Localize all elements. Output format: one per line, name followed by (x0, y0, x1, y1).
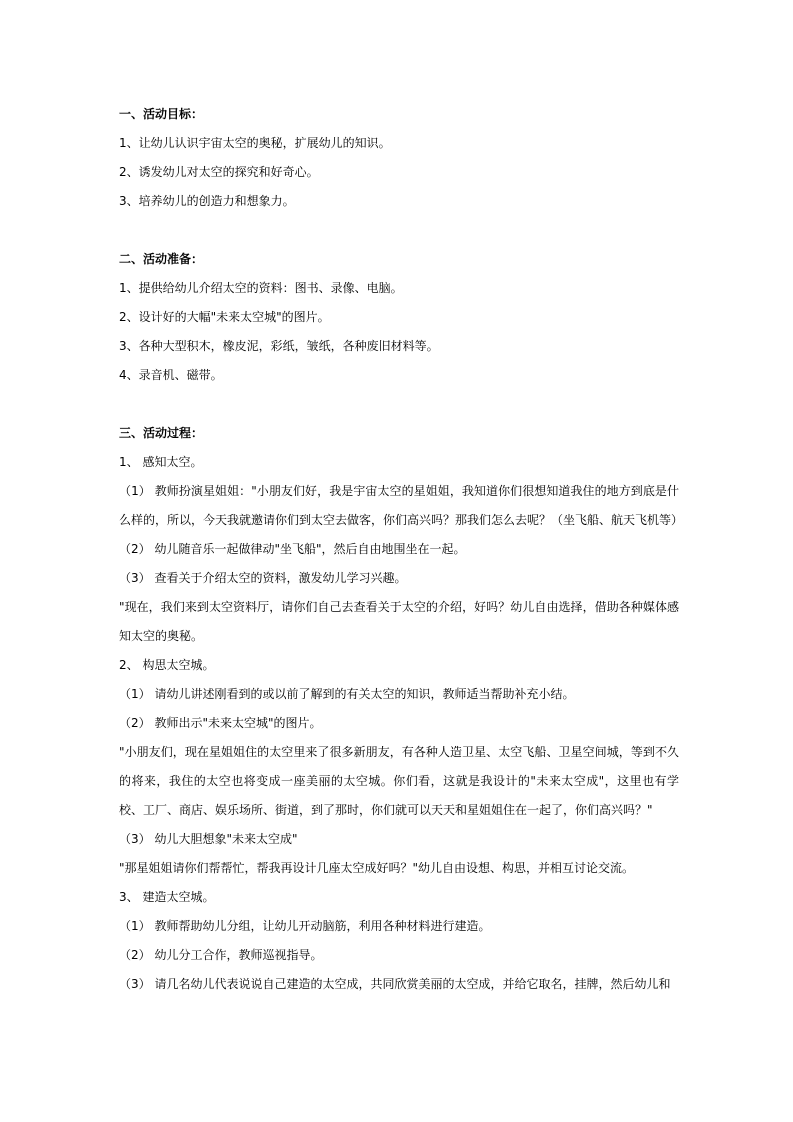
step-3-paragraph-1: （1） 教师帮助幼儿分组，让幼儿开动脑筋，利用各种材料进行建造。 (119, 919, 491, 933)
section-spacer (119, 216, 679, 245)
step-1-paragraph-4: "现在，我们来到太空资料厅，请你们自己去查看关于太空的介绍，好吗？幼儿自由选择，借助各种媒体感知太空的奥秘。 (119, 600, 679, 643)
goal-item-3: 3、培养幼儿的创造力和想象力。 (119, 194, 295, 208)
step-2-paragraph-1: （1） 请幼儿讲述刚看到的或以前了解到的有关太空的知识，教师适当帮助补充小结。 (119, 687, 575, 701)
step-3-paragraph-3: （3） 请几名幼儿代表说说自己建造的太空成，共同欣赏美丽的太空成，并给它取名，挂牌，然后幼儿和 (119, 977, 671, 991)
section-heading-preparation: 二、活动准备： (119, 252, 204, 266)
step-2-paragraph-2: （2） 教师出示"未来太空城"的图片。 (119, 716, 322, 730)
step-1-paragraph-2: （2） 幼儿随音乐一起做律动"坐飞船"，然后自由地围坐在一起。 (119, 542, 466, 556)
step-2-paragraph-3: "小朋友们，现在星姐姐住的太空里来了很多新朋友，有各种人造卫星、太空飞船、卫星空间城，等到不久的将来，我住的太空也将变成一座美丽的太空城。你们看，这就是我设计的"未来太空成"，这里也有学校、工厂、商店、娱乐场所、街道，到了那时，你们就可以天天和星姐姐住在一起了，你们高兴吗？" (119, 745, 679, 817)
step-2-paragraph-4: （3） 幼儿大胆想象"未来太空成" (119, 832, 298, 846)
prep-item-4: 4、录音机、磁带。 (119, 368, 223, 382)
section-spacer (119, 390, 679, 419)
step-2-title: 2、 构思太空城。 (119, 658, 215, 672)
section-heading-goals: 一、活动目标： (119, 107, 204, 121)
step-1-paragraph-3: （3） 查看关于介绍太空的资料，激发幼儿学习兴趣。 (119, 571, 407, 585)
step-2-paragraph-5: "那星姐姐请你们帮帮忙，帮我再设计几座太空成好吗？"幼儿自由设想、构思，并相互讨论交流。 (119, 861, 635, 875)
step-3-title: 3、 建造太空城。 (119, 890, 215, 904)
step-1-paragraph-1: （1） 教师扮演星姐姐："小朋友们好，我是宇宙太空的星姐姐，我知道你们很想知道我住的地方到底是什么样的，所以，今天我就邀请你们到太空去做客，你们高兴吗？那我们怎么去呢？（坐飞船、航天飞机等） (119, 484, 684, 527)
goal-item-2: 2、诱发幼儿对太空的探究和好奇心。 (119, 165, 319, 179)
goal-item-1: 1、让幼儿认识宇宙太空的奥秘，扩展幼儿的知识。 (119, 136, 391, 150)
prep-item-1: 1、提供给幼儿介绍太空的资料：图书、录像、电脑。 (119, 281, 403, 295)
document-body (119, 100, 684, 999)
step-3-paragraph-2: （2） 幼儿分工合作，教师巡视指导。 (119, 948, 323, 962)
prep-item-2: 2、设计好的大幅"未来太空城"的图片。 (119, 310, 330, 324)
step-1-title: 1、 感知太空。 (119, 455, 203, 469)
prep-item-3: 3、各种大型积木，橡皮泥，彩纸，皱纸，各种废旧材料等。 (119, 339, 439, 353)
section-heading-process: 三、活动过程： (119, 426, 204, 440)
